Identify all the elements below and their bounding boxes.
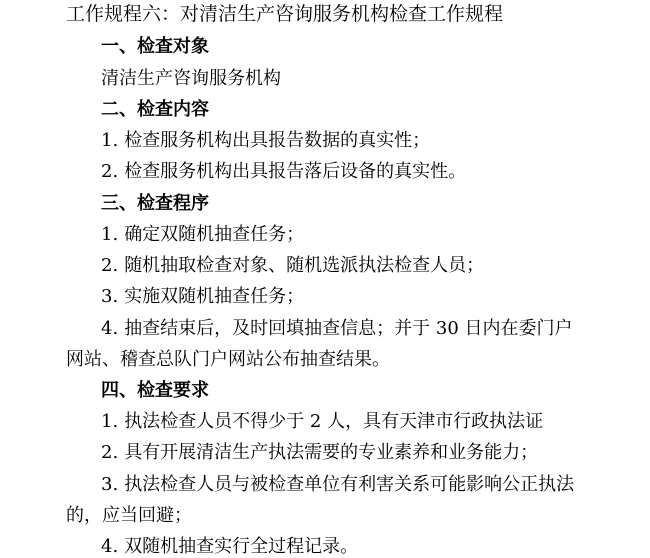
list-item	[101, 130, 430, 152]
document-title: 工作规程六：对清洁生产咨询服务机构检查工作规程	[66, 3, 504, 25]
list-item-text: 抽查结束后，及时回填抽查信息；并于 30 日内在委门户	[124, 318, 573, 339]
list-item-text: 执法检查人员不得少于 2 人，具有天津市行政执法证	[124, 411, 544, 432]
list-item-number: 2.	[101, 442, 119, 463]
list-item-number: 1.	[101, 411, 119, 432]
list-item-text: 执法检查人员与被检查单位有利害关系可能影响公正执法	[124, 474, 575, 495]
section-1-body: 清洁生产咨询服务机构	[101, 68, 281, 89]
list-item	[101, 318, 573, 340]
list-item-text: 确定双随机抽查任务；	[124, 224, 305, 245]
list-item-continuation: 网站、稽查总队门户网站公布抽查结果。	[66, 349, 390, 370]
list-item-number: 4.	[101, 318, 119, 339]
list-item-number: 1.	[101, 130, 119, 151]
section-heading-3: 三、检查程序	[101, 193, 209, 214]
list-item	[101, 224, 304, 246]
list-item-continuation: 的，应当回避；	[66, 505, 192, 526]
section-heading-2: 二、检查内容	[101, 99, 209, 120]
list-item-number: 1.	[101, 224, 119, 245]
list-item	[101, 474, 574, 496]
section-heading-1: 一、检查对象	[101, 36, 209, 57]
list-item-text: 具有开展清洁生产执法需要的专业素养和业务能力；	[124, 442, 539, 463]
list-item-number: 4.	[101, 536, 119, 557]
list-item-number: 3.	[101, 286, 119, 307]
list-item-text: 双随机抽查实行全过程记录。	[124, 536, 359, 557]
list-item-text: 实施双随机抽查任务；	[124, 286, 305, 307]
list-item	[101, 411, 543, 433]
list-item	[101, 161, 466, 183]
list-item-text: 检查服务机构出具报告数据的真实性；	[124, 130, 431, 151]
list-item-text: 随机抽取检查对象、随机选派执法检查人员；	[124, 255, 485, 276]
list-item	[101, 442, 538, 464]
list-item-number: 3.	[101, 474, 119, 495]
list-item-number: 2.	[101, 161, 119, 182]
list-item-text: 检查服务机构出具报告落后设备的真实性。	[124, 161, 467, 182]
list-item	[101, 536, 358, 558]
list-item	[101, 286, 304, 308]
list-item-number: 2.	[101, 255, 119, 276]
section-heading-4: 四、检查要求	[101, 380, 209, 401]
list-item	[101, 255, 484, 277]
